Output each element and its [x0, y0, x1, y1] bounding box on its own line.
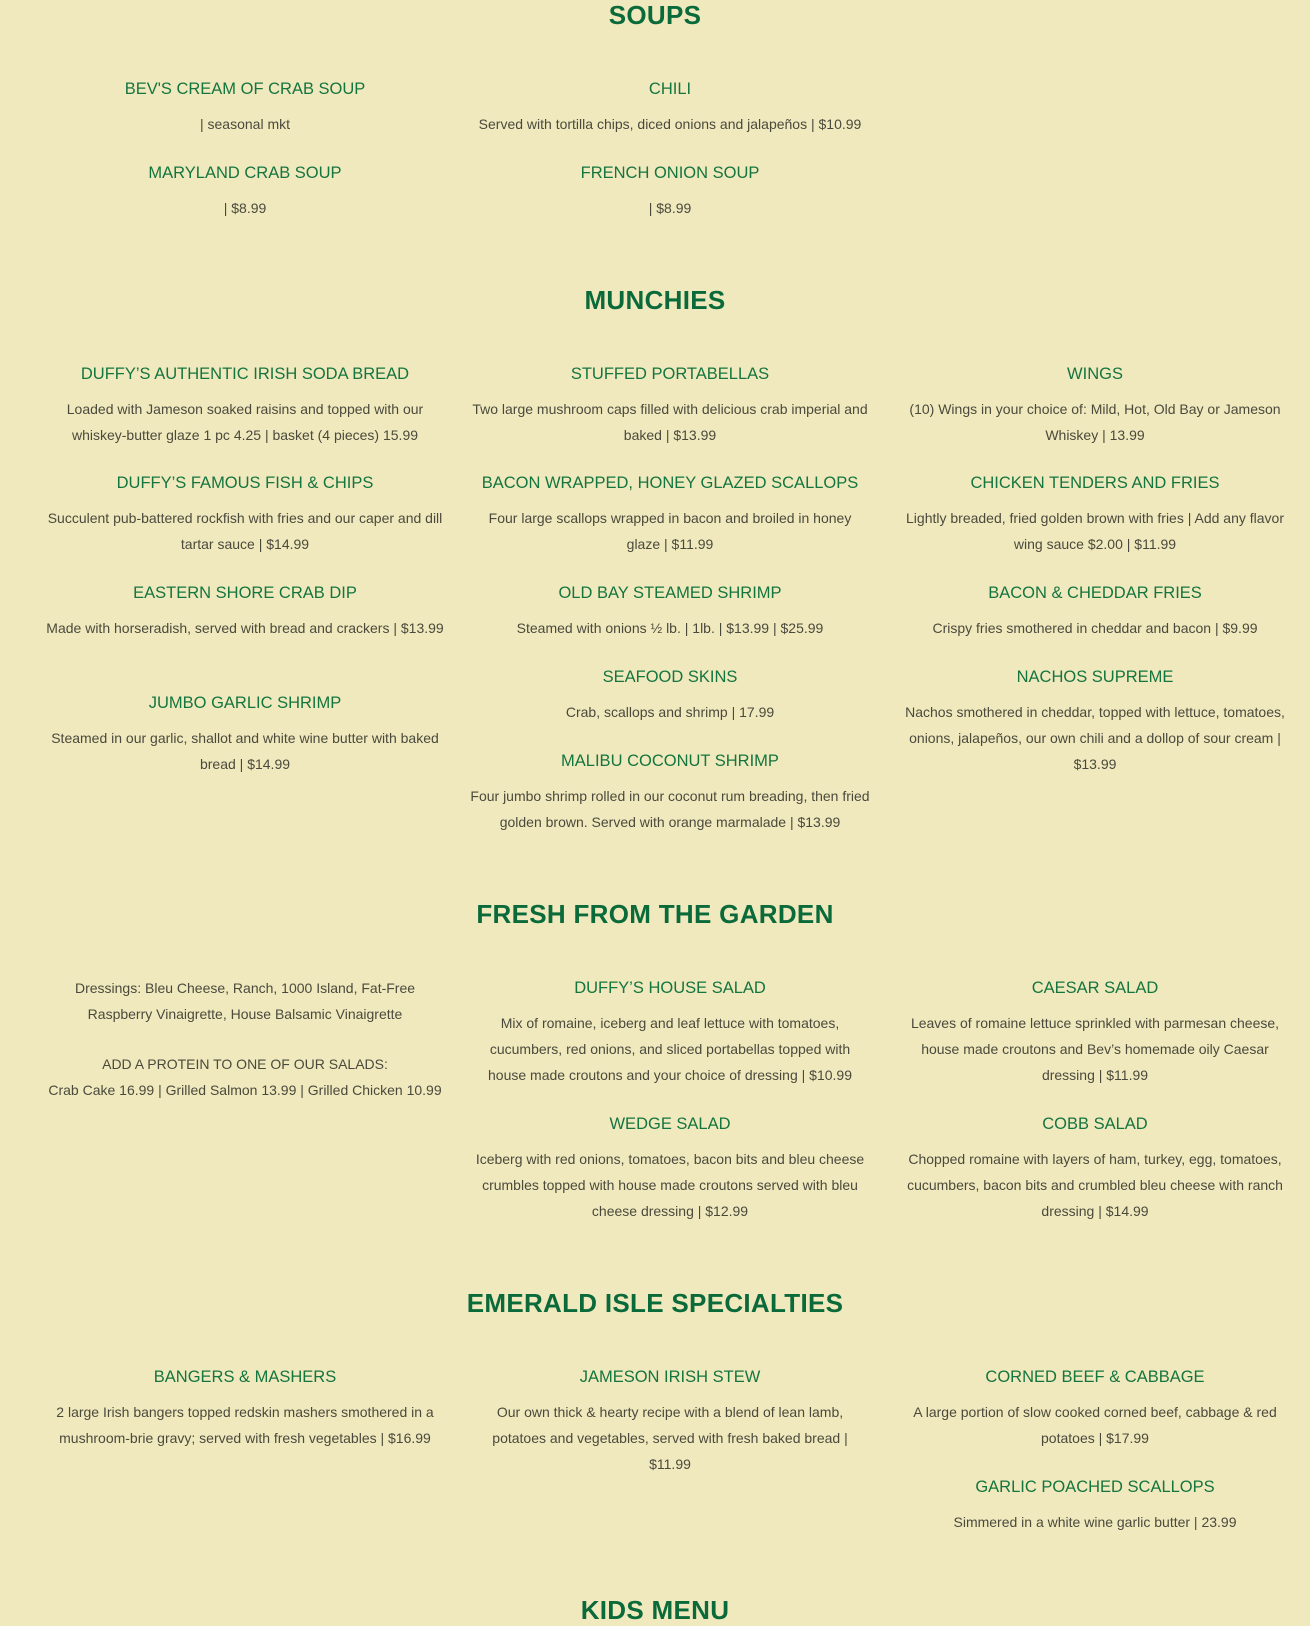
- item-name: CHILI: [648, 80, 692, 98]
- item-name: MALIBU COCONUT SHRIMP: [561, 752, 779, 770]
- item-name: CORNED BEEF & CABBAGE: [985, 1368, 1205, 1386]
- section-title-emerald: EMERALD ISLE SPECIALTIES: [466, 1288, 844, 1318]
- item-name: WEDGE SALAD: [609, 1115, 731, 1133]
- item-description: Steamed with onions ½ lb. | 1lb. | $13.99 | $25.99: [516, 620, 824, 636]
- item-description: Four jumbo shrimp rolled in our coconut rum breading, then fried golden brown. Served with orange marmalade | $13.99: [470, 788, 870, 830]
- menu-item: [470, 1113, 870, 1224]
- item-description: Loaded with Jameson soaked raisins and topped with our whiskey-butter glaze 1 pc 4.25 | basket (4 pieces) 15.99: [66, 401, 424, 443]
- menu-item: [45, 472, 445, 557]
- section-title-kids: KIDS MENU: [580, 1595, 730, 1625]
- item-description: Simmered in a white wine garlic butter | 23.99: [953, 1514, 1237, 1530]
- item-description: Succulent pub-battered rockfish with fries and our caper and dill tartar sauce | $14.99: [47, 510, 443, 552]
- menu-item: [470, 750, 870, 835]
- item-name: BANGERS & MASHERS: [153, 1368, 337, 1386]
- item-name: NACHOS SUPREME: [1016, 668, 1174, 686]
- item-name: MARYLAND CRAB SOUP: [148, 164, 342, 182]
- item-name: OLD BAY STEAMED SHRIMP: [558, 584, 782, 602]
- item-name: JUMBO GARLIC SHRIMP: [148, 694, 342, 712]
- item-description: Leaves of romaine lettuce sprinkled with parmesan cheese, house made croutons and Bev’s homemade oily Caesar dressing | $11.99: [910, 1015, 1280, 1083]
- menu-item: [45, 1366, 445, 1451]
- menu-item: [470, 78, 870, 137]
- menu-item: [895, 1476, 1295, 1535]
- menu-item: [470, 666, 870, 725]
- menu-item: [45, 78, 445, 137]
- protein-options: Crab Cake 16.99 | Grilled Salmon 13.99 | Grilled Chicken 10.99: [48, 1082, 442, 1098]
- item-name: BACON WRAPPED, HONEY GLAZED SCALLOPS: [481, 474, 859, 492]
- item-name: COBB SALAD: [1042, 1115, 1148, 1133]
- menu-item: [470, 977, 870, 1088]
- item-description: Four large scallops wrapped in bacon and broiled in honey glaze | $11.99: [488, 510, 852, 552]
- menu-item: [45, 692, 445, 777]
- menu-item: [895, 472, 1295, 557]
- item-description: Nachos smothered in cheddar, topped with lettuce, tomatoes, onions, jalapeños, our own chili and a dollop of sour cream | $13.99: [905, 704, 1285, 772]
- dressings-note: Dressings: Bleu Cheese, Ranch, 1000 Island, Fat-Free Raspberry Vinaigrette, House Balsamic Vinaigrette: [74, 980, 416, 1022]
- item-description: Our own thick & hearty recipe with a blend of lean lamb, potatoes and vegetables, served with fresh baked bread | $11.99: [492, 1404, 848, 1472]
- item-name: DUFFY’S HOUSE SALAD: [574, 979, 766, 997]
- section-title-garden: FRESH FROM THE GARDEN: [476, 899, 834, 929]
- menu-item: [470, 582, 870, 641]
- menu-item: [895, 582, 1295, 641]
- menu-item: [45, 162, 445, 221]
- item-name: WINGS: [1067, 365, 1123, 383]
- menu-item: [895, 977, 1295, 1088]
- item-description: Chopped romaine with layers of ham, turkey, egg, tomatoes, cucumbers, bacon bits and crumbled bleu cheese with ranch dressing | $14.99: [907, 1151, 1283, 1219]
- item-description: | $8.99: [648, 200, 692, 216]
- item-description: A large portion of slow cooked corned beef, cabbage & red potatoes | $17.99: [913, 1404, 1277, 1446]
- section-title-soups: SOUPS: [608, 0, 702, 30]
- item-description: Crispy fries smothered in cheddar and bacon | $9.99: [932, 620, 1258, 636]
- item-name: GARLIC POACHED SCALLOPS: [975, 1478, 1215, 1496]
- item-description: Crab, scallops and shrimp | 17.99: [565, 704, 775, 720]
- item-name: JAMESON IRISH STEW: [579, 1368, 761, 1386]
- item-description: (10) Wings in your choice of: Mild, Hot, Old Bay or Jameson Whiskey | 13.99: [909, 401, 1281, 443]
- item-name: SEAFOOD SKINS: [602, 668, 738, 686]
- menu-item: [895, 666, 1295, 777]
- item-name: EASTERN SHORE CRAB DIP: [133, 584, 357, 602]
- item-description: | seasonal mkt: [199, 116, 290, 132]
- item-description: Two large mushroom caps filled with delicious crab imperial and baked | $13.99: [472, 401, 868, 443]
- item-name: DUFFY’S FAMOUS FISH & CHIPS: [116, 474, 374, 492]
- menu-item: [895, 363, 1295, 448]
- item-name: BEV'S CREAM OF CRAB SOUP: [124, 80, 366, 98]
- menu-item: [470, 472, 870, 557]
- item-description: Lightly breaded, fried golden brown with fries | Add any flavor wing sauce $2.00 | $11.99: [906, 510, 1284, 552]
- menu-item: [45, 363, 445, 448]
- menu-item: [895, 1113, 1295, 1224]
- menu-item: [895, 1366, 1295, 1451]
- item-name: BACON & CHEDDAR FRIES: [988, 584, 1202, 602]
- protein-heading: ADD A PROTEIN TO ONE OF OUR SALADS:: [102, 1056, 388, 1072]
- menu-item: [470, 1366, 870, 1477]
- item-description: Steamed in our garlic, shallot and white wine butter with baked bread | $14.99: [51, 730, 439, 772]
- item-name: DUFFY’S AUTHENTIC IRISH SODA BREAD: [80, 365, 410, 383]
- item-name: CAESAR SALAD: [1031, 979, 1159, 997]
- menu-item: [470, 363, 870, 448]
- item-description: Iceberg with red onions, tomatoes, bacon bits and bleu cheese crumbles topped with house made croutons served with bleu cheese dressing | $12.99: [475, 1151, 865, 1219]
- menu-item: [470, 162, 870, 221]
- menu-item: [45, 582, 445, 641]
- item-description: | $8.99: [223, 200, 267, 216]
- item-name: STUFFED PORTABELLAS: [570, 365, 770, 383]
- item-name: FRENCH ONION SOUP: [580, 164, 760, 182]
- section-title-munchies: MUNCHIES: [584, 285, 726, 315]
- item-description: Served with tortilla chips, diced onions and jalapeños | $10.99: [478, 116, 862, 132]
- item-description: 2 large Irish bangers topped redskin mashers smothered in a mushroom-brie gravy; served with fresh vegetables | $16.99: [56, 1404, 434, 1446]
- item-description: Made with horseradish, served with bread and crackers | $13.99: [46, 620, 444, 636]
- item-name: CHICKEN TENDERS AND FRIES: [970, 474, 1220, 492]
- item-description: Mix of romaine, iceberg and leaf lettuce with tomatoes, cucumbers, red onions, and sliced portabellas topped with house made croutons and your choice of dressing | $10.99: [488, 1015, 852, 1083]
